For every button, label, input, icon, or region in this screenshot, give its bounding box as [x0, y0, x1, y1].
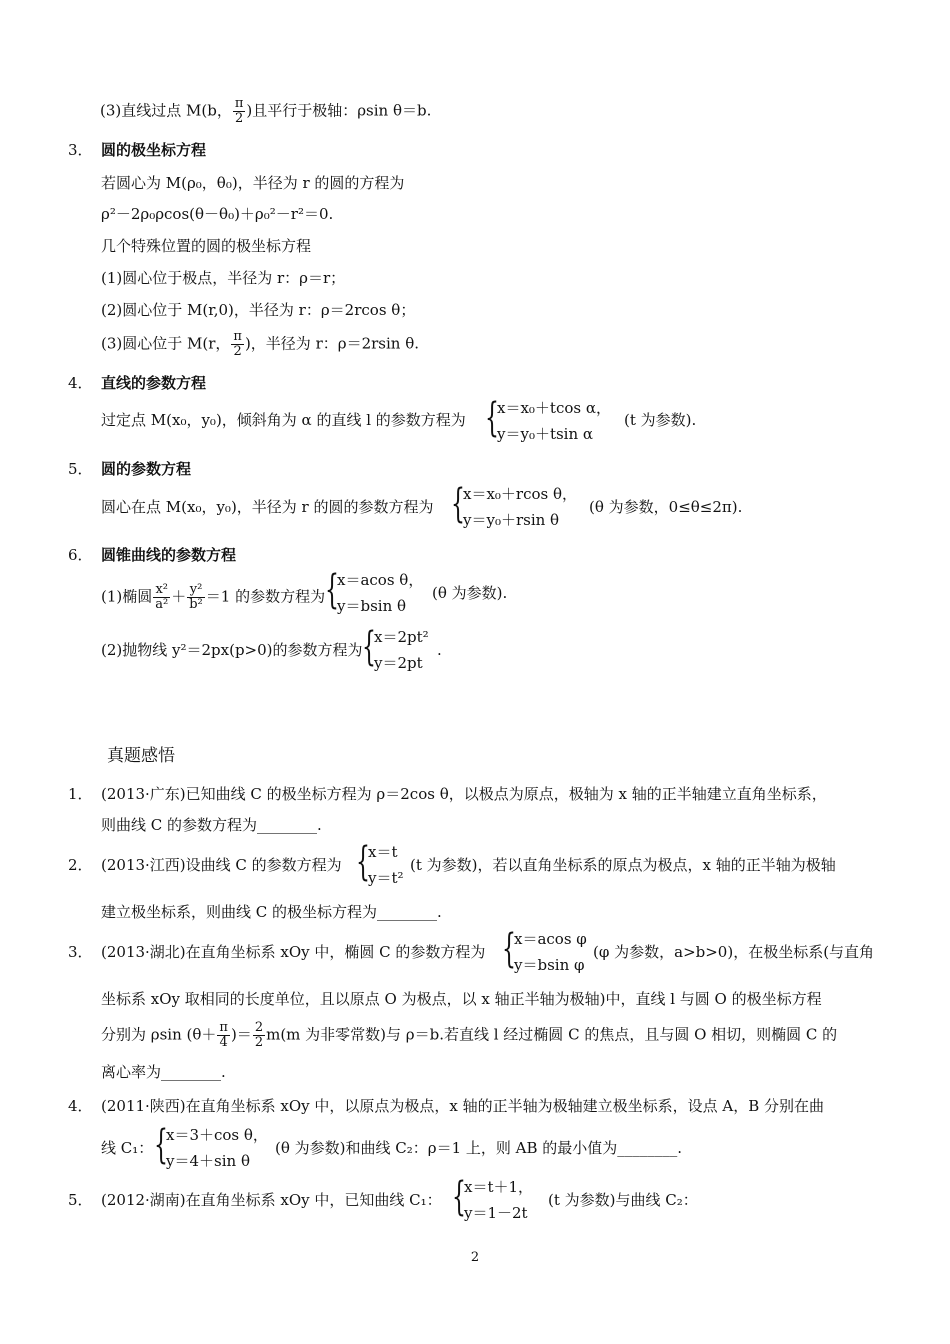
text-line: .	[437, 641, 442, 659]
question-text: (φ 为参数，a>b>0)，在极坐标系(与直角	[593, 943, 875, 961]
question-number: 4．	[68, 1097, 93, 1115]
question-number: 5．	[68, 1191, 93, 1209]
fraction-x2-a2: $\frac{\text{x²}}{\text{a²}}$	[155, 582, 169, 612]
question-text: 分别为 ρsin (θ＋ $\frac{\pi}{4}$ )＝ $\frac{2}{2}$ m(m 为非零常数)与 ρ＝b.若直线 l 经过椭圆 C 的焦点，且与圆 O 相切，则椭圆 C 的	[101, 1020, 838, 1050]
text-line: (θ 为参数，0≤θ≤2π).	[589, 498, 743, 516]
question-text: (t 为参数)与曲线 C₂：	[548, 1191, 698, 1209]
question-text: (2013·湖北)在直角坐标系 xOy 中，椭圆 C 的参数方程为	[101, 943, 486, 961]
question-number: 3．	[68, 943, 93, 961]
section-heading-circle-polar: 圆的极坐标方程	[101, 141, 207, 159]
equation-system-q5: x＝t＋1， y＝1－2t	[464, 1178, 534, 1222]
section-heading-line-param: 直线的参数方程	[101, 374, 207, 392]
section-heading-conic-param: 圆锥曲线的参数方程	[101, 546, 237, 564]
question-text: 离心率为________.	[101, 1063, 226, 1081]
section-number: 6．	[68, 546, 93, 564]
question-text: 建立极坐标系，则曲线 C 的极坐标方程为________.	[101, 903, 442, 921]
fraction-pi-over-2: $\frac{\pi}{2}$	[234, 96, 244, 126]
text-line: 圆心在点 M(x₀，y₀)，半径为 r 的圆的参数方程为	[101, 498, 434, 516]
text-line: (2)圆心位于 M(r,0)，半径为 r：ρ＝2rcos θ；	[101, 301, 416, 319]
question-text: (2013·广东)已知曲线 C 的极坐标方程为 ρ＝2cos θ，以极点为原点，极轴为 x 轴的正半轴建立直角坐标系，	[101, 785, 827, 803]
text-line: 若圆心为 M(ρ₀，θ₀)，半径为 r 的圆的方程为	[101, 174, 405, 192]
question-text: (2012·湖南)在直角坐标系 xOy 中，已知曲线 C₁：	[101, 1191, 442, 1209]
fraction-y2-b2: $\frac{\text{y²}}{\text{b²}}$	[189, 582, 203, 612]
text-line: (θ 为参数).	[432, 584, 508, 602]
left-brace: {	[154, 1122, 168, 1168]
left-brace: {	[451, 481, 465, 527]
text-line: 过定点 M(x₀，y₀)，倾斜角为 α 的直线 l 的参数方程为	[101, 411, 466, 429]
question-text: 线 C₁：	[101, 1139, 154, 1157]
question-text: 坐标系 xOy 取相同的长度单位，且以原点 O 为极点，以 x 轴正半轴为极轴)中，直线 l 与圆 O 的极坐标方程	[101, 990, 822, 1008]
line-parallel-polar-axis: (3)直线过点 M(b， $\frac{\pi}{2}$ )且平行于极轴：ρsin θ＝b.	[100, 96, 432, 126]
question-number: 2．	[68, 856, 93, 874]
text-line: (3)圆心位于 M(r， $\frac{\pi}{2}$ )，半径为 r：ρ＝2rsin θ.	[101, 329, 419, 359]
text-line: 几个特殊位置的圆的极坐标方程	[101, 237, 312, 255]
equation-system-circle: x＝x₀＋rcos θ， y＝y₀＋rsin θ	[463, 485, 578, 529]
section-title-zhenti: 真题感悟	[107, 746, 175, 766]
text-line: (1)圆心位于极点，半径为 r：ρ＝r；	[101, 269, 346, 287]
section-heading-circle-param: 圆的参数方程	[101, 460, 192, 478]
equation-system-q2: x＝t y＝t²	[368, 843, 404, 887]
left-brace: {	[325, 567, 339, 613]
text-line: (t 为参数).	[624, 411, 697, 429]
equation-system-line: x＝x₀＋tcos α， y＝y₀＋tsin α	[497, 399, 611, 443]
question-text: (2013·江西)设曲线 C 的参数方程为	[101, 856, 342, 874]
formula-circle-polar: ρ²－2ρ₀ρcos(θ－θ₀)＋ρ₀²－r²＝0.	[101, 205, 334, 223]
left-brace: {	[362, 624, 376, 670]
left-brace: {	[485, 395, 499, 441]
page-number: 2	[470, 1250, 480, 1265]
left-brace: {	[502, 926, 516, 972]
equation-system-q3: x＝acos φ y＝bsin φ	[514, 930, 587, 974]
left-brace: {	[452, 1174, 466, 1220]
question-text: (2011·陕西)在直角坐标系 xOy 中，以原点为极点，x 轴的正半轴为极轴建立极坐标系，设点 A，B 分别在曲	[101, 1097, 825, 1115]
section-number: 3．	[68, 141, 93, 159]
fraction-pi-over-2: $\frac{\pi}{2}$	[233, 329, 242, 359]
section-number: 5．	[68, 460, 93, 478]
fraction-sqrt2-over-2: $\frac{2}{2}$	[254, 1020, 264, 1050]
equation-system-q4: x＝3＋cos θ， y＝4＋sin θ	[166, 1126, 268, 1170]
text-line-ellipse: (1)椭圆 $\frac{\text{x²}}{\text{a²}}$ ＋ $\frac{\text{y²}}{\text{b²}}$ ＝1 的参数方程为	[101, 582, 326, 612]
question-text: (θ 为参数)和曲线 C₂：ρ＝1 上，则 AB 的最小值为________.	[275, 1139, 683, 1157]
question-text: 则曲线 C 的参数方程为________.	[101, 816, 322, 834]
equation-system-parabola: x＝2pt² y＝2pt	[374, 628, 429, 672]
question-text: (t 为参数)，若以直角坐标系的原点为极点，x 轴的正半轴为极轴	[410, 856, 836, 874]
left-brace: {	[356, 839, 370, 885]
text-line-parabola: (2)抛物线 y²＝2px(p>0)的参数方程为	[101, 641, 363, 659]
section-number: 4．	[68, 374, 93, 392]
question-number: 1．	[68, 785, 93, 803]
equation-system-ellipse: x＝acos θ， y＝bsin θ	[337, 571, 424, 615]
fraction-pi-over-4: $\frac{\pi}{4}$	[219, 1020, 228, 1050]
